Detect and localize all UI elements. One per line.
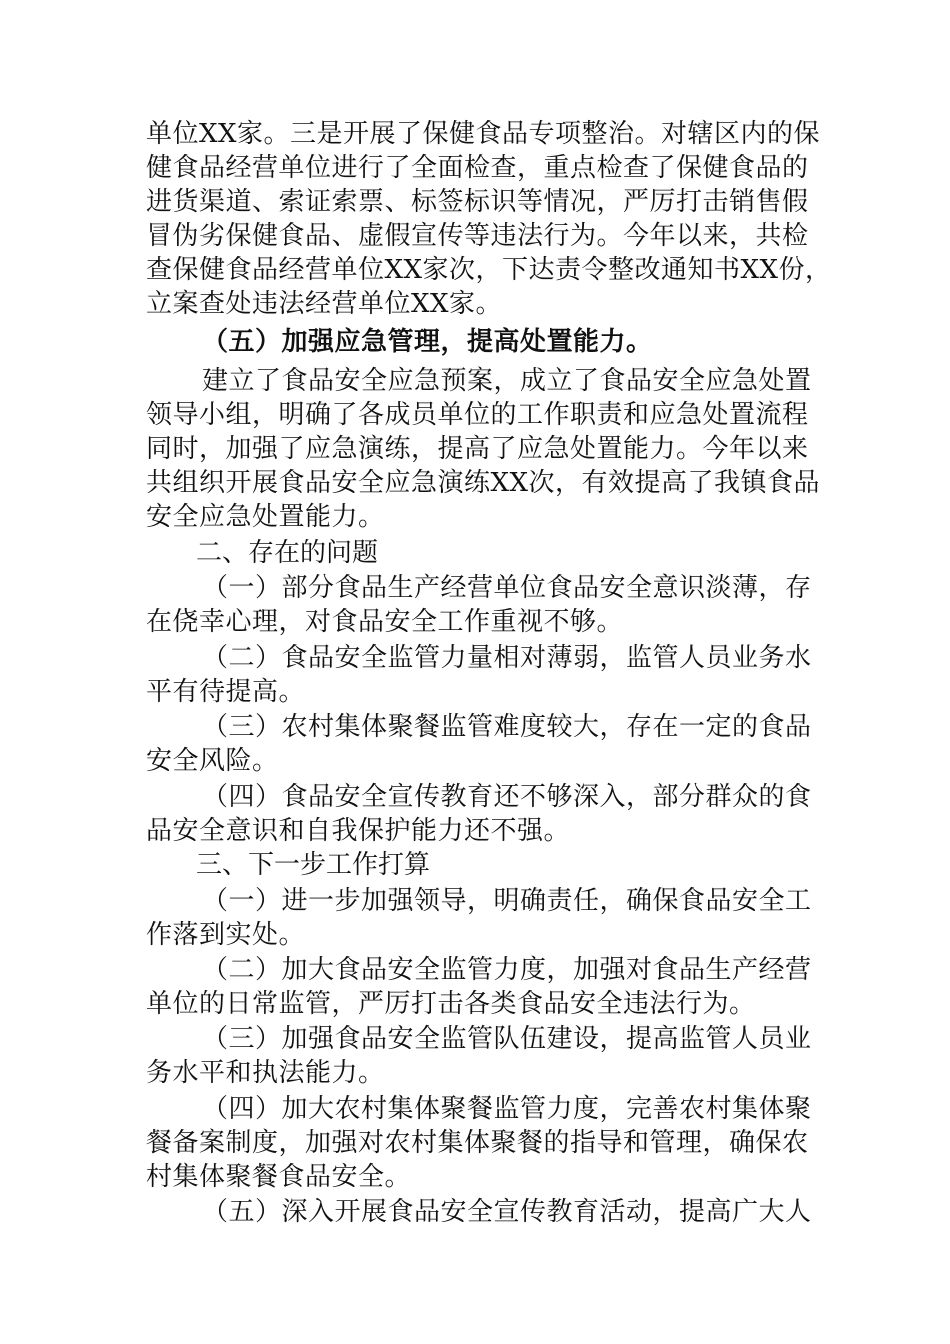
text-line: （四）加大农村集体聚餐监管力度，完善农村集体聚	[202, 1094, 812, 1124]
text-line: 务水平和执法能力。	[146, 1058, 385, 1088]
text-line: （一）进一步加强领导，明确责任，确保食品安全工	[202, 886, 812, 916]
next-step-item-4	[146, 1092, 812, 1194]
text-line: 平有待提高。	[146, 677, 306, 707]
text-line: 查保健食品经营单位XX家次，下达责令整改通知书XX份，	[146, 255, 832, 285]
problem-item-2	[146, 641, 812, 709]
text-line: 健食品经营单位进行了全面检查，重点检查了保健食品的	[146, 153, 809, 183]
next-step-item-3	[146, 1022, 812, 1090]
section-heading-text: 二、存在的问题	[196, 538, 379, 568]
paragraph-health-food-rectification	[146, 117, 832, 321]
text-line: （一）部分食品生产经营单位食品安全意识淡薄，存	[202, 573, 812, 603]
next-step-item-1	[146, 884, 812, 952]
text-line: （二）食品安全监管力量相对薄弱，监管人员业务水	[202, 643, 812, 673]
problem-item-3	[146, 710, 812, 778]
problem-item-1	[146, 571, 812, 639]
next-step-item-2	[146, 953, 812, 1021]
section-heading-next-steps	[146, 848, 806, 882]
section-heading-text: 三、下一步工作打算	[196, 850, 431, 880]
text-line: （四）食品安全宣传教育还不够深入，部分群众的食	[202, 782, 812, 812]
subheading-emergency-management	[146, 325, 806, 359]
text-line: （五）深入开展食品安全宣传教育活动，提高广大人	[202, 1197, 812, 1227]
text-line: （三）加强食品安全监管队伍建设，提高监管人员业	[202, 1024, 812, 1054]
text-line: 村集体聚餐食品安全。	[146, 1162, 412, 1192]
text-line: （二）加大食品安全监管力度，加强对食品生产经营	[202, 955, 812, 985]
text-line: 进货渠道、索证索票、标签标识等情况，严厉打击销售假	[146, 187, 809, 217]
text-line: 安全风险。	[146, 746, 279, 776]
problem-item-4	[146, 780, 812, 848]
text-line: （三）农村集体聚餐监管难度较大，存在一定的食品	[202, 712, 812, 742]
text-line: 同时，加强了应急演练，提高了应急处置能力。今年以来	[146, 434, 809, 464]
text-line: 冒伪劣保健食品、虚假宣传等违法行为。今年以来，共检	[146, 221, 809, 251]
next-step-item-5	[146, 1195, 812, 1229]
subheading-text: （五）加强应急管理，提高处置能力。	[202, 327, 653, 357]
text-line: 单位XX家。三是开展了保健食品专项整治。对辖区内的保	[146, 119, 821, 149]
section-heading-problems	[146, 536, 806, 570]
paragraph-emergency-plan	[146, 364, 821, 534]
text-line: 领导小组，明确了各成员单位的工作职责和应急处置流程	[146, 400, 809, 430]
text-line: 作落到实处。	[146, 920, 306, 950]
text-line: 在侥幸心理，对食品安全工作重视不够。	[146, 607, 624, 637]
text-line: 建立了食品安全应急预案，成立了食品安全应急处置	[202, 366, 812, 396]
text-line: 餐备案制度，加强对农村集体聚餐的指导和管理，确保农	[146, 1128, 809, 1158]
text-line: 单位的日常监管，严厉打击各类食品安全违法行为。	[146, 989, 756, 1019]
text-line: 安全应急处置能力。	[146, 502, 385, 532]
text-line: 立案查处违法经营单位XX家。	[146, 289, 503, 319]
text-line: 共组织开展食品安全应急演练XX次，有效提高了我镇食品	[146, 468, 821, 498]
text-line: 品安全意识和自我保护能力还不强。	[146, 816, 571, 846]
